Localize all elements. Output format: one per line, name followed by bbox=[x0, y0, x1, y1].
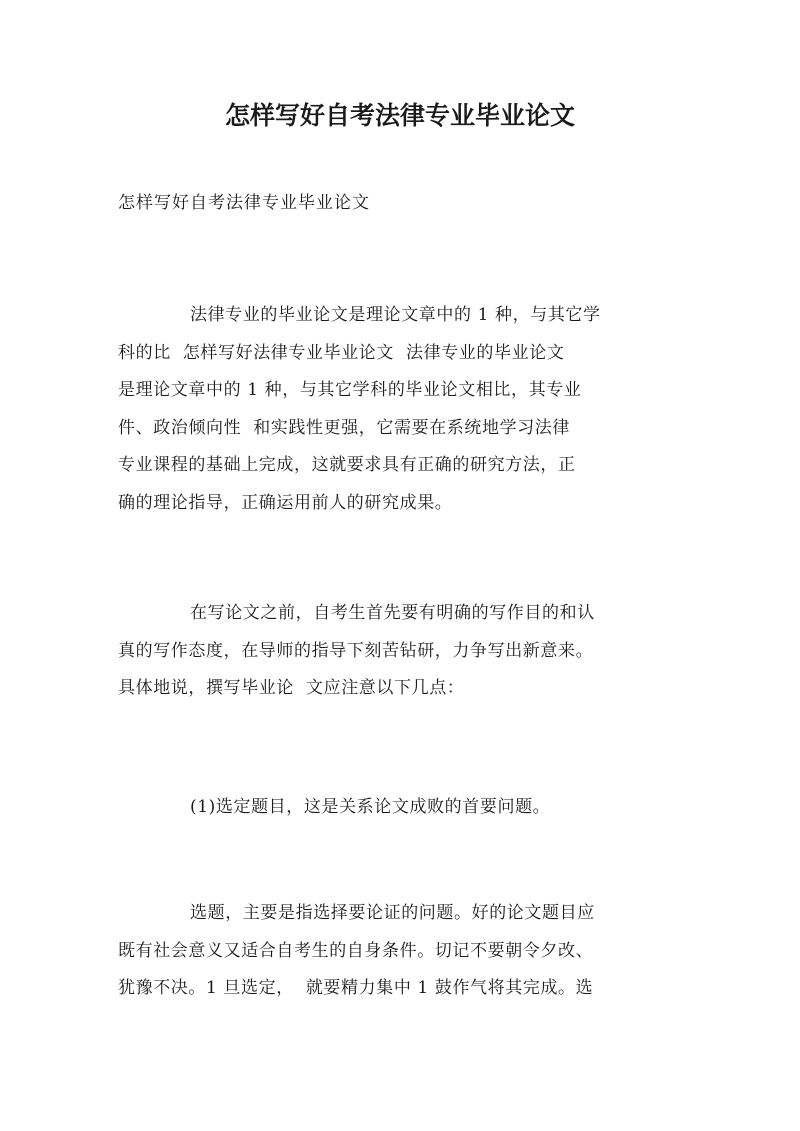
paragraph-line: 犹豫不决。1 旦选定， 就要精力集中 1 鼓作气将其完成。选 bbox=[118, 978, 594, 998]
paragraph-4 bbox=[118, 895, 684, 1008]
paragraph-line: 具体地说，撰写毕业论 文应注意以下几点： bbox=[118, 678, 465, 698]
paragraph-line: 科的比 怎样写好法律专业毕业论文 法律专业的毕业论文 bbox=[118, 342, 565, 363]
document-subtitle: 怎样写好自考法律专业毕业论文 bbox=[118, 193, 370, 213]
paragraph-line: 件、政治倾向性 和实践性更强，它需要在系统地学习法律 bbox=[118, 417, 571, 438]
document-title: 怎样写好自考法律专业毕业论文 bbox=[224, 101, 575, 130]
paragraph-line: 确的理论指导，正确运用前人的研究成果。 bbox=[118, 492, 453, 513]
paragraph-line: 真的写作态度，在导师的指导下刻苦钻研，力争写出新意来。 bbox=[118, 640, 594, 661]
paragraph-2 bbox=[118, 595, 684, 708]
paragraph-line: 在写论文之前，自考生首先要有明确的写作目的和认 bbox=[190, 603, 595, 623]
paragraph-line: 法律专业的毕业论文是理论文章中的 1 种，与其它学 bbox=[190, 305, 601, 325]
paragraph-line: 专业课程的基础上完成，这就要求具有正确的研究方法，正 bbox=[118, 455, 576, 475]
paragraph-3 bbox=[118, 789, 684, 827]
paragraph-line: 是理论文章中的 1 种，与其它学科的毕业论文相比，其专业 bbox=[118, 380, 582, 400]
paragraph-1 bbox=[118, 297, 684, 522]
paragraph-line: 选题，主要是指选择要论证的问题。好的论文题目应 bbox=[190, 903, 595, 923]
paragraph-line: (1)选定题目，这是关系论文成败的首要问题。 bbox=[190, 797, 551, 817]
paragraph-line: 既有社会意义又适合自考生的自身条件。切记不要朝令夕改、 bbox=[118, 940, 594, 961]
